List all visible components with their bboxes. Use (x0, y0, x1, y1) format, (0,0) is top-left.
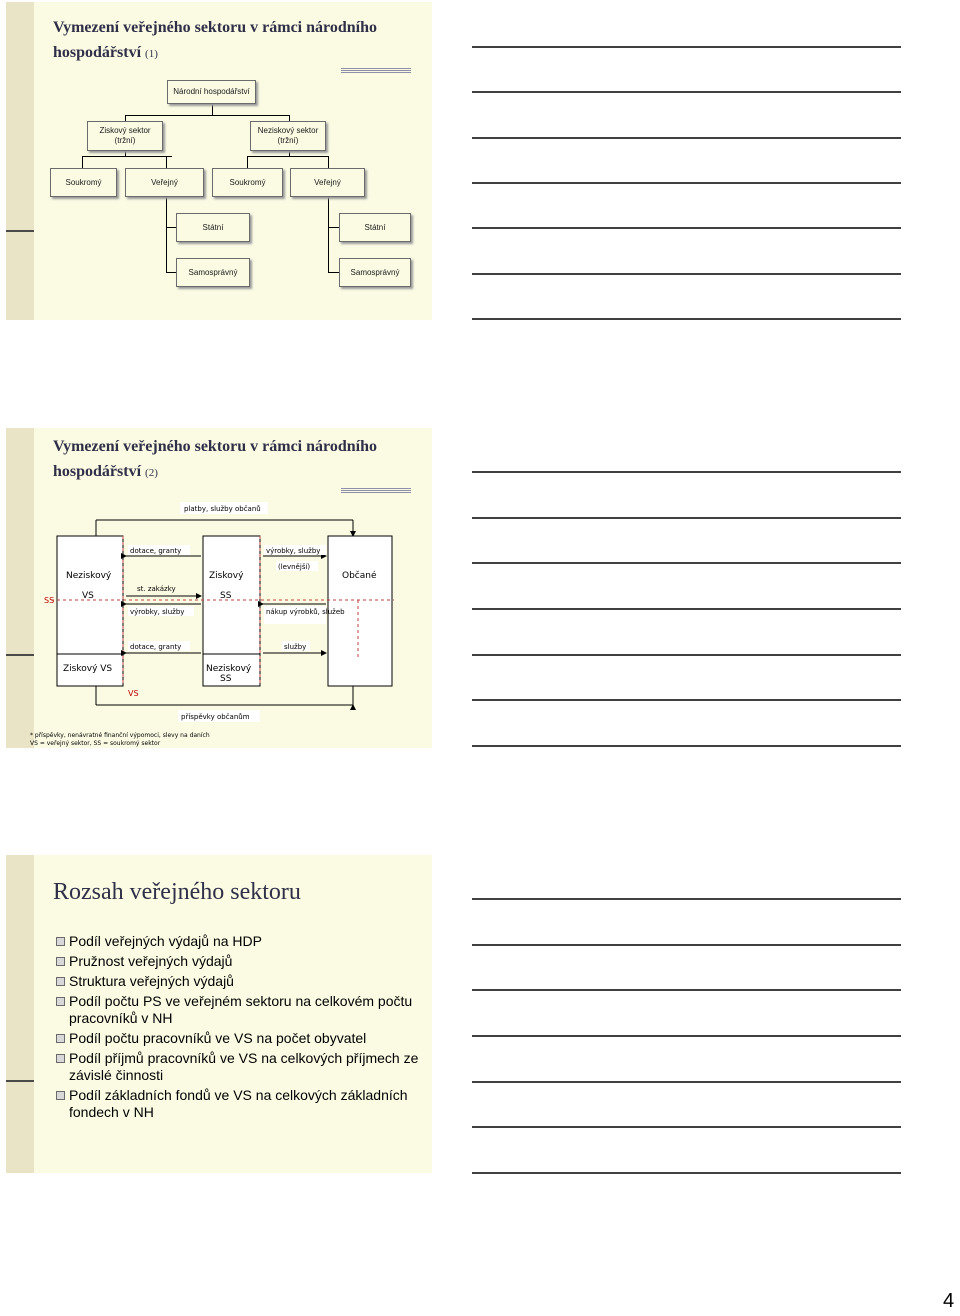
list-item: Podíl základních fondů ve VS na celkových základních fondech v NH (54, 1087, 424, 1121)
label-neziskovy-vs-2: VS (82, 591, 94, 601)
slide-title: Rozsah veřejného sektoru (53, 879, 301, 905)
list-item: Podíl veřejných výdajů na HDP (54, 933, 424, 950)
list-item: Podíl příjmů pracovníků ve VS na celkových příjmech ze závislé činnosti (54, 1050, 424, 1084)
box-soukromy-1: Soukromý (50, 168, 117, 197)
label-prispevky: příspěvky občanům (181, 713, 250, 721)
box-narodni-hospodarstvi: Národní hospodářství (167, 80, 256, 104)
box-samospravny-1: Samosprávný (176, 258, 250, 287)
label-dotace-1: dotace, granty (130, 547, 182, 555)
list-item: Podíl počtu pracovníků ve VS na počet obyvatel (54, 1030, 424, 1047)
label-side-ss: SS (44, 596, 55, 605)
label-platby: platby, služby občanů (184, 505, 261, 513)
box-soukromy-2: Soukromý (212, 168, 283, 197)
box-statni-2: Státní (339, 213, 411, 242)
footnote-1: * příspěvky, nenávratné finanční výpomoci, slevy na daních (30, 732, 210, 739)
label-ziskovy-vs: Ziskový VS (63, 664, 113, 674)
label-ziskovy-ss-1: Ziskový (209, 571, 244, 581)
box-neziskovy-sektor: Neziskový sektor (tržní) (250, 121, 326, 151)
label-vyrobky-2: výrobky, služby (266, 547, 321, 555)
slide-title: Vymezení veřejného sektoru v rámci národního hospodářství (1) (53, 19, 377, 61)
footnote-2: VS = veřejný sektor, SS = soukromý sektor (30, 740, 161, 747)
label-side-vs: VS (128, 689, 139, 698)
label-obcane: Občané (342, 571, 377, 581)
label-vyrobky-1: výrobky, služby (130, 608, 185, 616)
box-ziskovy-sektor: Ziskový sektor (tržní) (87, 121, 163, 151)
slide-title: Vymezení veřejného sektoru v rámci národního hospodářství (2) (53, 438, 377, 480)
label-neziskovy-ss-1: Neziskový (206, 664, 252, 674)
box-statni-1: Státní (176, 213, 250, 242)
label-ziskovy-ss-2: SS (220, 591, 232, 601)
label-nakup: nákup výrobků, služeb (266, 608, 345, 616)
label-neziskovy-vs-1: Neziskový (66, 571, 112, 581)
label-neziskovy-ss-2: SS (220, 674, 232, 684)
page-number: 4 (943, 1290, 955, 1312)
list-item: Struktura veřejných výdajů (54, 973, 424, 990)
label-zakazky: st. zakázky (137, 585, 176, 593)
box-verejny-1: Veřejný (125, 168, 204, 197)
label-sluzby: služby (284, 643, 307, 651)
box-verejny-2: Veřejný (290, 168, 365, 197)
label-levnejsi: (levnější) (278, 563, 311, 571)
list-item: Podíl počtu PS ve veřejném sektoru na celkovém počtu pracovníků v NH (54, 993, 424, 1027)
label-dotace-2: dotace, granty (130, 643, 182, 651)
box-samospravny-2: Samosprávný (339, 258, 411, 287)
list-item: Pružnost veřejných výdajů (54, 953, 424, 970)
